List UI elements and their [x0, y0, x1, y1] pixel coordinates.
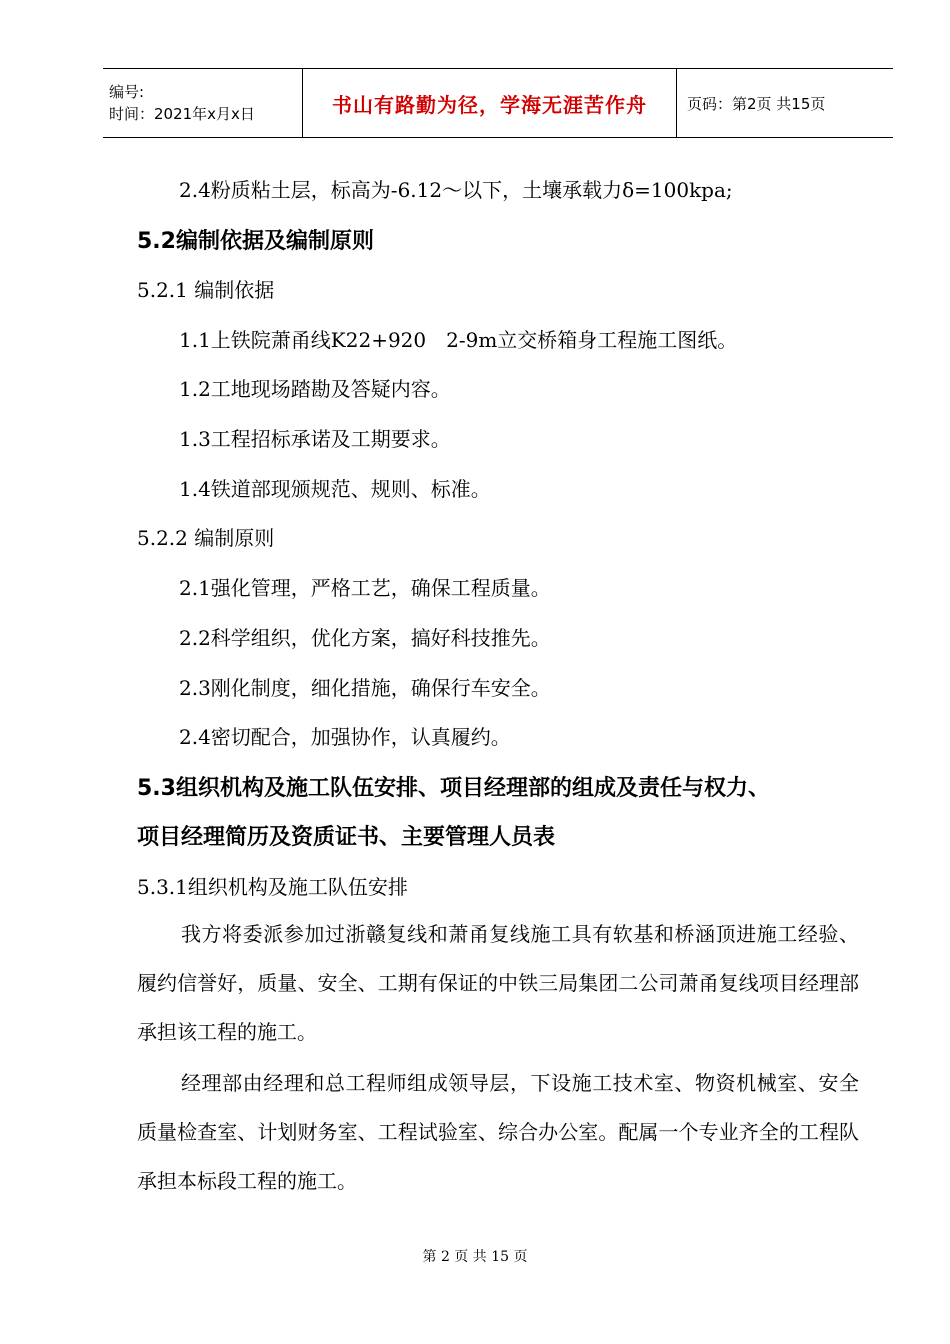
section-heading-5-3-line-1: 5.3组织机构及施工队伍安排、项目经理部的组成及责任与权力、 [137, 776, 770, 801]
basis-item-1-3: 1.3工程招标承诺及工期要求。 [179, 427, 451, 451]
principle-item-2-3: 2.3刚化制度，细化措施，确保行车安全。 [179, 676, 551, 700]
document-date-label: 时间：2021年x月x日 [109, 105, 255, 123]
basis-item-1-2: 1.2工地现场踏勘及答疑内容。 [179, 377, 451, 401]
page-header [103, 68, 893, 138]
subsection-heading-5-2-1: 5.2.1 编制依据 [137, 278, 275, 302]
basis-item-1-1: 1.1上铁院萧甬线K22+920 2-9m立交桥箱身工程施工图纸。 [179, 328, 738, 352]
header-motto-cell [303, 69, 677, 137]
basis-item-1-4: 1.4铁道部现颁规范、规则、标准。 [179, 477, 491, 501]
principle-item-2-2: 2.2科学组织，优化方案，搞好科技推先。 [179, 626, 551, 650]
header-page-cell [677, 69, 893, 137]
document-number-label: 编号: [109, 83, 145, 101]
paragraph-team-assignment: 我方将委派参加过浙赣复线和萧甬复线施工具有软基和桥涵顶进施工经验、履约信誉好，质量、安全、工期有保证的中铁三局集团二公司萧甬复线项目经理部承担该工程的施工。 [137, 922, 859, 1044]
subsection-heading-5-2-2: 5.2.2 编制原则 [137, 526, 275, 550]
page-footer: 第 2 页 共 15 页 [422, 1249, 528, 1265]
principle-item-2-1: 2.1强化管理，严格工艺，确保工程质量。 [179, 576, 551, 600]
header-meta [103, 69, 303, 137]
section-heading-5-2: 5.2编制依据及编制原则 [137, 229, 374, 254]
soil-layer-line: 2.4粉质粘土层，标高为-6.12～以下，土壤承载力δ=100kpa; [179, 178, 733, 202]
subsection-heading-5-3-1: 5.3.1组织机构及施工队伍安排 [137, 875, 408, 899]
section-heading-5-3-line-2: 项目经理简历及资质证书、主要管理人员表 [137, 825, 556, 850]
principle-item-2-4: 2.4密切配合，加强协作，认真履约。 [179, 725, 511, 749]
header-motto: 书山有路勤为径，学海无涯苦作舟 [332, 92, 647, 117]
paragraph-department-structure: 经理部由经理和总工程师组成领导层，下设施工技术室、物资机械室、安全质量检查室、计划财务室、工程试验室、综合办公室。配属一个专业齐全的工程队承担本标段工程的施工。 [137, 1071, 859, 1193]
header-page-number: 页码：第2页 共15页 [687, 94, 826, 113]
